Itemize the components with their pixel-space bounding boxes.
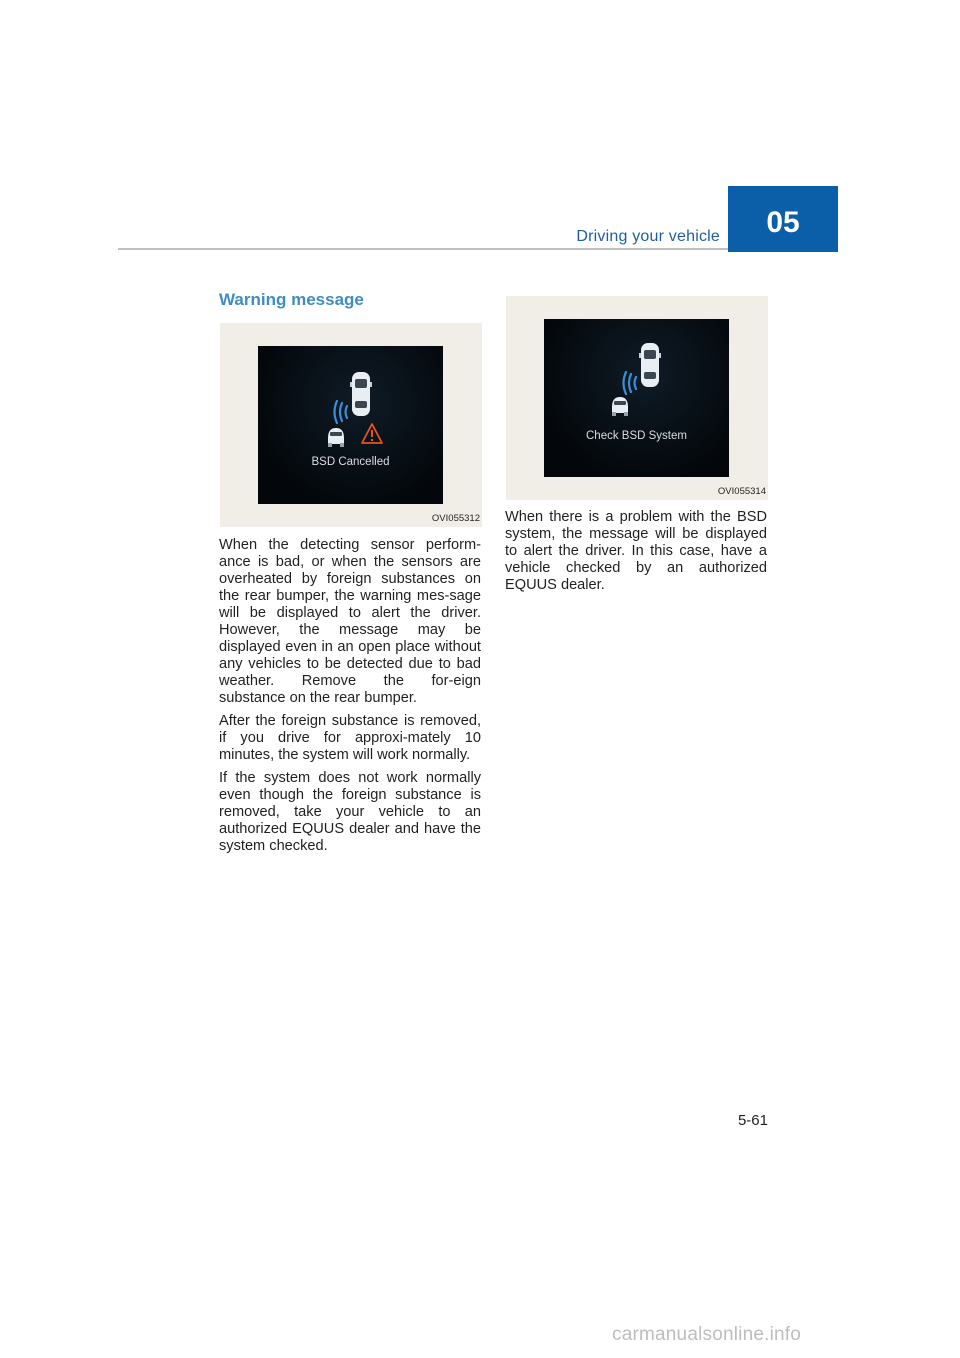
watermark: carmanualsonline.info — [612, 1324, 802, 1345]
rear-vehicle-icon — [612, 397, 628, 416]
paragraph: If the system does not work normally even though the foreign substance is removed, take your vehicle to an authorized EQUUS dealer and have the system checked. — [219, 770, 481, 854]
paragraph: After the foreign substance is removed, if you drive for approxi-mately 10 minutes, the system will work normally. — [219, 713, 481, 763]
warning-triangle-icon — [362, 424, 382, 443]
column-1-text — [219, 537, 481, 861]
own-car-icon — [639, 343, 661, 387]
figure-bsd-cancelled — [220, 323, 482, 527]
screen-message: BSD Cancelled — [311, 456, 390, 468]
page-number: 5-61 — [737, 1112, 768, 1129]
chapter-tab: 05 — [728, 186, 838, 252]
figure-code: OVI055314 — [717, 486, 766, 497]
paragraph: When the detecting sensor perform-ance is bad, or when the sensors are overheated by foreign substances on the rear bumper, the warning mes-sage will be displayed to alert the driver. However, the message may be displayed even in an open place without any vehicles to be detected due to bad weather. Remove the for-eign substance on the rear bumper. — [219, 537, 481, 706]
section-heading: Warning message — [219, 290, 364, 309]
cluster-display — [258, 346, 443, 504]
column-2-text — [505, 509, 767, 600]
cluster-display — [544, 319, 729, 477]
paragraph: When there is a problem with the BSD system, the message will be displayed to alert the driver. In this case, have a vehicle checked by an authorized EQUUS dealer. — [505, 509, 767, 593]
rear-vehicle-icon — [328, 428, 344, 447]
screen-message: Check BSD System — [586, 430, 687, 442]
bsd-illustration — [258, 346, 443, 504]
header-rule — [118, 248, 728, 250]
figure-check-bsd — [506, 296, 768, 500]
header-section-title: Driving your vehicle — [576, 228, 720, 245]
figure-code: OVI055312 — [431, 513, 480, 524]
own-car-icon — [350, 372, 372, 416]
sensor-wave-icon — [624, 372, 637, 394]
bsd-illustration — [544, 319, 729, 477]
sensor-wave-icon — [335, 401, 348, 423]
